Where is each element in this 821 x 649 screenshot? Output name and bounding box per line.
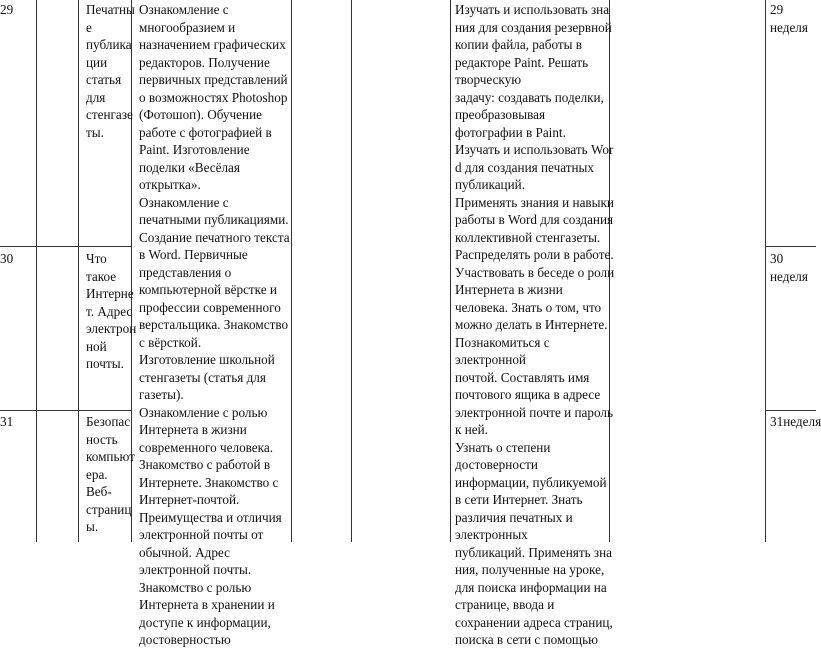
row-divider bbox=[765, 410, 816, 411]
column-divider bbox=[291, 0, 292, 542]
row-divider bbox=[0, 246, 131, 247]
lesson-number: 29 bbox=[0, 2, 14, 17]
lesson-content: Ознакомление с многообразием и назначением графических редакторов. Получение первичных представлений о возможностях Photoshop (Фотошоп). Обучение работе с фотографией в Paint. Изготовление поделки «Весёлая открытка». Ознакомление с печатными публикациями. Создание печатного текста в Word. Первичные представления о компьютерной вёрстке и профессии современного верстальщика. Знакомство с вёрсткой. Изготовление школьной стенгазеты (статья для газеты). Ознакомление с ролью Интернета в жизни современного человека. Знакомство с работой в Интернете. Знакомство с Интернет-почтой. Преимущества и отличия электронной почты от обычной. Адрес электронной почты. Знакомство с ролью Интернета в хранении и доступе к информации, достоверностью bbox=[139, 2, 290, 647]
lesson-topic: Печатны е публика ции статья для стенгазе ты. bbox=[86, 2, 135, 140]
student-activities: Изучать и использовать зна ния для создания резервной копии файла, работы в редакторе Paint. Решать творческую задачу: создавать поделки, преобразовывая фотографии в Paint. Изучать и использовать Wor d для создания печатных публикаций. Применять знания и навыки работы в Word для создания коллективной стенгазеты. Распределять роли в работе. Участвовать в беседе о роли Интернета в жизни человека. Знать о том, что можно делать в Интернете. Познакомиться с электронной почтой. Составлять имя почтового ящика в адресе электронной почте и пароль к ней. Узнать о степени достоверности информации, публикуемой в сети Интернет. Знать различия печатных и электронных публикаций. Применять зна ния, полученные на уроке, для поиска информации на странице, ввода и сохранении адреса страниц, поиска в сети с помощью bbox=[455, 2, 615, 647]
lesson-week: 31неделя bbox=[770, 414, 821, 429]
lesson-week: 30 неделя bbox=[770, 251, 808, 284]
lesson-number: 30 bbox=[0, 251, 14, 266]
column-divider bbox=[78, 0, 79, 542]
row-divider bbox=[765, 246, 816, 247]
column-divider bbox=[36, 0, 37, 542]
lesson-topic: Безопас ность компьют ера. Веб- страниц ы. bbox=[86, 414, 135, 534]
column-divider bbox=[765, 0, 766, 542]
column-divider bbox=[450, 0, 451, 542]
column-divider bbox=[351, 0, 352, 542]
row-divider bbox=[0, 410, 131, 411]
lesson-number: 31 bbox=[0, 414, 14, 429]
lesson-week: 29 неделя bbox=[770, 2, 808, 35]
lesson-topic: Что такое Интерне т. Адрес электрон ной почты. bbox=[86, 251, 137, 371]
